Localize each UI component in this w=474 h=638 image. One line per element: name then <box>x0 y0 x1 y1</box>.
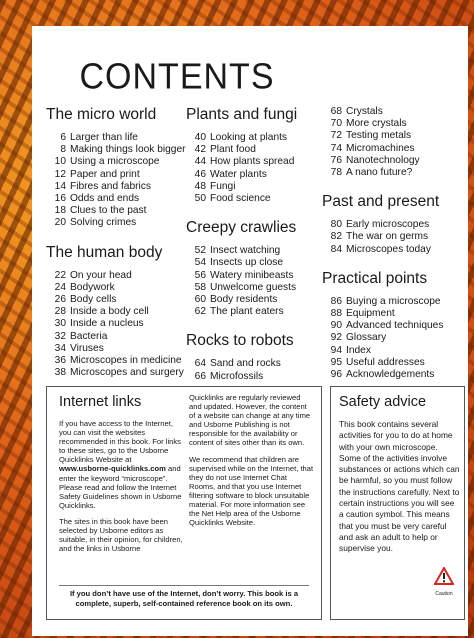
list-item[interactable]: 84 Microscopes today <box>330 243 431 255</box>
section-list-rocks-robots <box>186 358 326 382</box>
list-item[interactable]: 6 Larger than life <box>60 132 138 143</box>
list-item[interactable]: 44 How plants spread <box>194 156 295 168</box>
section-list-creepy-crawlies <box>186 245 326 318</box>
list-item[interactable]: 50 Food science <box>194 193 271 205</box>
list-item[interactable]: 24 Bodywork <box>54 281 115 293</box>
page-title: CONTENTS <box>79 57 275 97</box>
list-item[interactable]: 16 Odds and ends <box>54 193 140 205</box>
list-item[interactable]: 54 Insects up close <box>194 257 284 269</box>
contents-page <box>32 26 468 636</box>
internet-notice: If you don’t have use of the Internet, don’t worry. This book is a complete, superb, self-contained reference book on its own. <box>59 585 309 613</box>
list-item[interactable]: 80 Early microscopes <box>330 219 430 231</box>
warning-triangle-icon <box>434 567 454 585</box>
list-item[interactable]: 66 Microfossils <box>194 370 264 382</box>
list-item[interactable]: 58 Unwelcome guests <box>194 281 297 293</box>
contents-column-1 <box>46 106 186 379</box>
list-item[interactable]: 62 The plant eaters <box>194 306 284 318</box>
section-heading: Plants and fungi <box>186 106 298 123</box>
list-item[interactable]: 90 Advanced techniques <box>330 320 444 332</box>
list-item[interactable]: 22 On your head <box>54 269 132 281</box>
list-item[interactable]: 78 A nano future? <box>330 167 413 179</box>
list-item[interactable]: 76 Nanotechnology <box>330 154 420 166</box>
contents-column-3 <box>322 106 468 381</box>
list-item[interactable]: 34 Viruses <box>54 342 104 354</box>
internet-links-heading: Internet links <box>59 394 142 410</box>
list-item[interactable]: 8 Making things look bigger <box>60 144 186 156</box>
internet-links-box <box>46 386 322 620</box>
list-item[interactable]: 60 Body residents <box>194 294 278 306</box>
section-heading: Practical points <box>322 269 428 287</box>
caution-symbol <box>432 567 456 597</box>
list-item[interactable]: 18 Clues to the past <box>54 205 147 217</box>
list-item[interactable]: 48 Fungi <box>194 180 236 192</box>
list-item[interactable]: 10 Using a microscope <box>54 156 160 168</box>
quicklinks-url-link[interactable]: www.usborne-quicklinks.com <box>59 464 166 474</box>
list-item[interactable]: 94 Index <box>330 344 371 356</box>
internet-links-left-text: If you have access to the Internet, you can visit the websites recommended in this book. For links to these sites, go to the Usborne Quicklinks Website at www.usborne-quicklinks.com and enter the keyword “microscope”. Please read and follow the Internet Safety Guidelines shown in Usborne Quicklinks. The sites in this book have been selected by Usborne editors as suitable, in their opinion, for children, and the links in Usborne <box>59 419 183 554</box>
list-item[interactable]: 42 Plant food <box>194 144 256 156</box>
safety-advice-text: This book contains several activities for you to do at home with your own microscope. Some of the activities involve substances or actions which can be harmful, so you must follow the instructions carefully. Next to certain instructions you will see a caution symbol. This means that you must be very careful and ask an adult to help or supervise you. <box>339 419 460 554</box>
list-item[interactable]: 72 Testing metals <box>330 130 412 142</box>
section-heading: The human body <box>46 243 163 261</box>
list-item[interactable]: 36 Microscopes in medicine <box>54 355 182 367</box>
list-item[interactable]: 74 Micromachines <box>330 142 415 154</box>
list-item[interactable]: 82 The war on germs <box>330 231 429 243</box>
list-item[interactable]: 26 Body cells <box>54 294 117 306</box>
section-list-micro-world <box>46 132 186 230</box>
section-heading: The micro world <box>46 106 157 123</box>
list-item[interactable]: 95 Useful addresses <box>330 356 425 368</box>
internet-links-right-text: Quicklinks are regularly reviewed and updated. However, the content of a website can change at any time and Usborne Publishing is not responsible for the availability or content of sites other than its own. We recommend that children are supervised while on the Internet, that they do not use Internet Chat Rooms, and that you use Internet filtering software to block unsuitable material. For more information see the Net Help area of the Usborne Quicklinks Website. <box>189 393 314 528</box>
list-item[interactable]: 92 Glossary <box>330 332 387 344</box>
section-heading: Rocks to robots <box>186 332 294 350</box>
section-heading: Past and present <box>322 193 440 211</box>
list-item[interactable]: 68 Crystals <box>330 106 383 117</box>
list-item[interactable]: 86 Buying a microscope <box>330 295 441 307</box>
safety-advice-box <box>330 386 465 620</box>
list-item[interactable]: 64 Sand and rocks <box>194 358 281 370</box>
safety-advice-heading: Safety advice <box>339 394 427 410</box>
section-heading: Creepy crawlies <box>186 219 297 237</box>
list-item[interactable]: 38 Microscopes and surgery <box>54 367 184 379</box>
list-item[interactable]: 70 More crystals <box>330 118 407 130</box>
contents-column-2 <box>186 106 326 383</box>
list-item[interactable]: 32 Bacteria <box>54 330 108 342</box>
list-item[interactable]: 56 Watery minibeasts <box>194 269 294 281</box>
caution-label: Caution <box>435 591 453 597</box>
section-list-human-body <box>46 270 186 380</box>
list-item[interactable]: 30 Inside a nucleus <box>54 318 144 330</box>
section-list-plants-fungi <box>186 132 326 205</box>
list-item[interactable]: 20 Solving crimes <box>54 217 137 229</box>
list-item[interactable]: 40 Looking at plants <box>194 132 288 143</box>
list-item[interactable]: 52 Insect watching <box>194 245 281 257</box>
list-item[interactable]: 14 Fibres and fabrics <box>54 180 151 192</box>
list-item[interactable]: 12 Paper and print <box>54 168 140 180</box>
list-item[interactable]: 88 Equipment <box>330 308 395 320</box>
list-item[interactable]: 28 Inside a body cell <box>54 306 149 318</box>
list-item[interactable]: 46 Water plants <box>194 168 267 180</box>
list-item[interactable]: 96 Acknowledgements <box>330 369 435 381</box>
section-list-past-present <box>322 219 468 256</box>
section-list-practical-points <box>322 296 468 381</box>
section-list-rocks-robots-continued <box>322 106 468 179</box>
